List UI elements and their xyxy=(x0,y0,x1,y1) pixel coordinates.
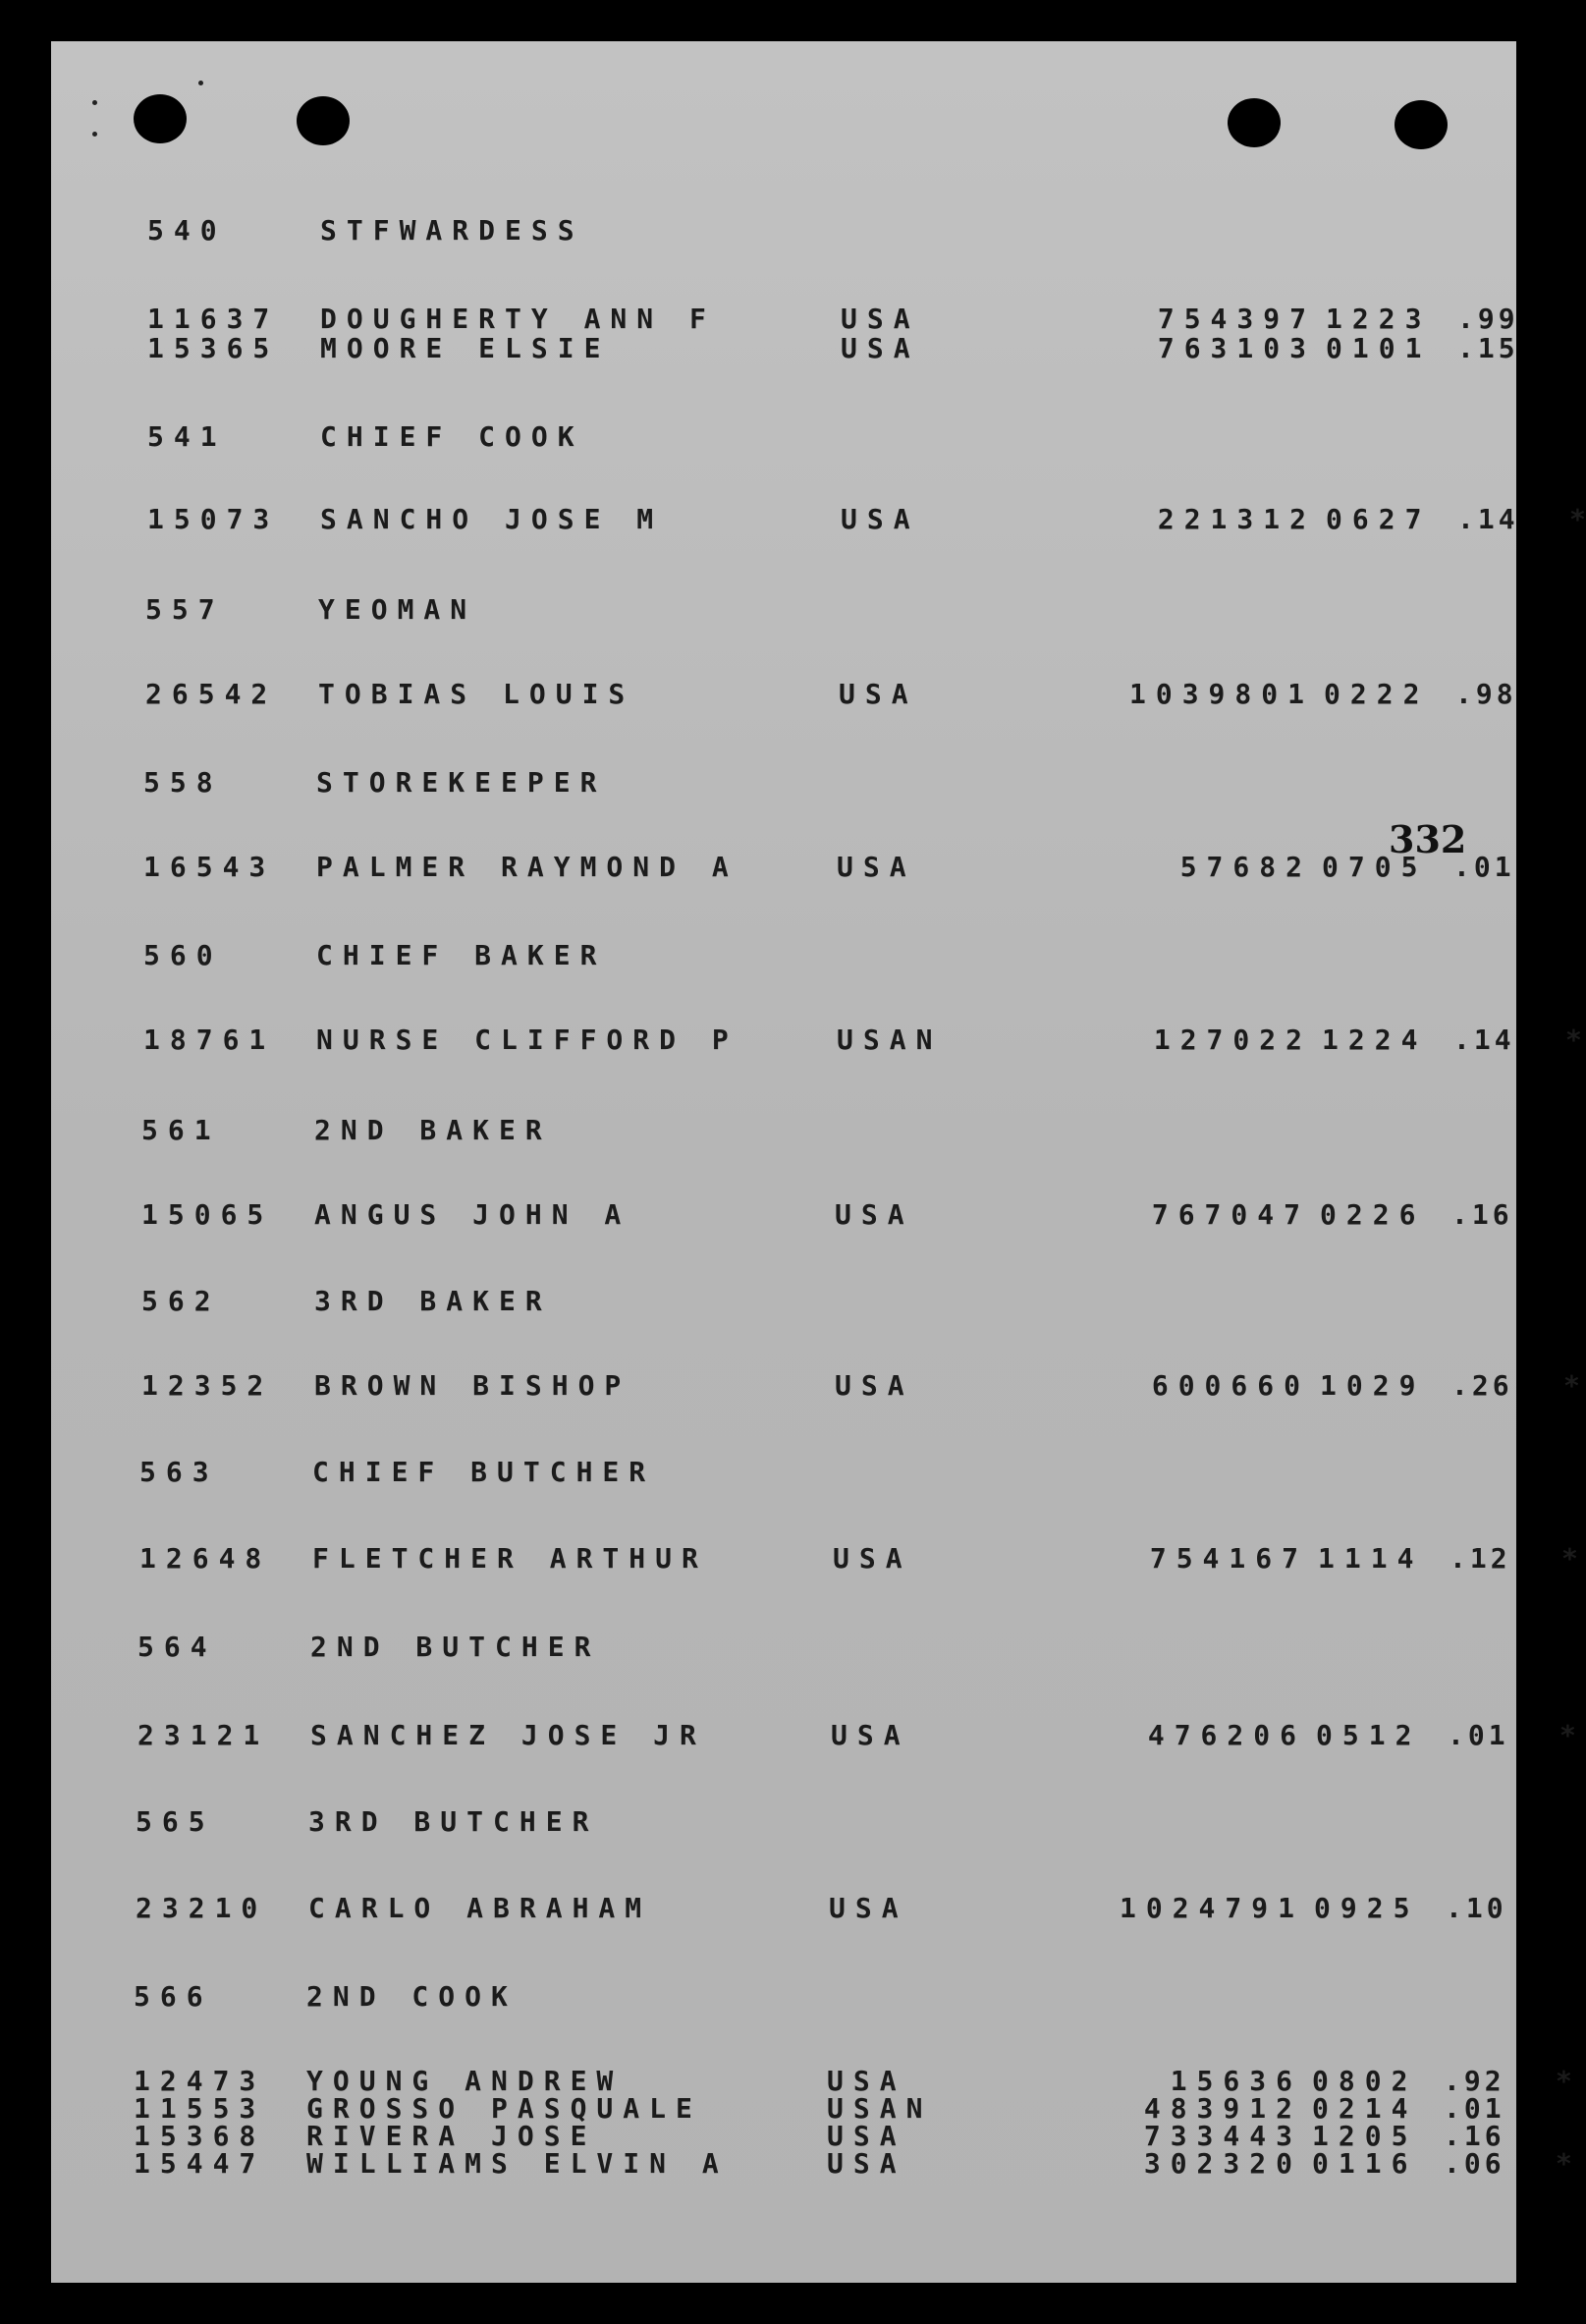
crew-id: 15447 xyxy=(134,2147,266,2180)
crew-number: 127022 xyxy=(1153,1024,1312,1056)
crew-name: ANGUS JOHN A xyxy=(314,1198,631,1231)
crew-date: 1224 xyxy=(1322,1024,1428,1056)
crew-rate: .10 xyxy=(1446,1892,1507,1924)
crew-name: PALMER RAYMOND A xyxy=(316,851,738,883)
group-header xyxy=(134,1980,1489,2014)
crew-rate: .01 xyxy=(1444,2092,1505,2125)
crew-rate: .15 xyxy=(1457,332,1519,364)
crew-row xyxy=(137,1719,1576,1752)
crew-id: 23210 xyxy=(136,1892,268,1924)
crew-name: CARLO ABRAHAM xyxy=(308,1892,652,1924)
crew-name: RIVERA JOSE xyxy=(306,2120,597,2152)
crew-rate: .26 xyxy=(1451,1369,1513,1402)
crew-date: 1114 xyxy=(1318,1542,1424,1575)
crew-number: 733443 xyxy=(1143,2120,1302,2152)
crew-row xyxy=(139,1542,1578,1576)
crew-nationality: USA xyxy=(837,851,916,883)
crew-nationality: USA xyxy=(835,1198,914,1231)
group-header xyxy=(136,1805,1491,1839)
crew-id: 12648 xyxy=(139,1542,272,1575)
group-code: 565 xyxy=(136,1805,215,1838)
crew-nationality: USA xyxy=(827,2120,906,2152)
crew-name: WILLIAMS ELVIN A xyxy=(306,2147,729,2180)
crew-name: YOUNG ANDREW xyxy=(306,2065,624,2097)
group-code: 560 xyxy=(143,939,223,971)
crew-id: 18761 xyxy=(143,1024,276,1056)
crew-row xyxy=(134,2147,1572,2181)
crew-number: 476206 xyxy=(1147,1719,1306,1751)
group-title: CHIEF BUTCHER xyxy=(312,1456,656,1488)
punch-hole-right-1 xyxy=(1228,98,1281,147)
crew-date: 0222 xyxy=(1324,678,1430,710)
crew-name: GROSSO PASQUALE xyxy=(306,2092,702,2125)
crew-name: FLETCHER ARTHUR xyxy=(312,1542,708,1575)
crew-nationality: USA xyxy=(839,678,918,710)
crew-name: TOBIAS LOUIS xyxy=(318,678,635,710)
crew-number: 754167 xyxy=(1149,1542,1308,1575)
crew-rate: .06 xyxy=(1444,2147,1505,2180)
crew-date: 0512 xyxy=(1316,1719,1422,1751)
crew-id: 15368 xyxy=(134,2120,266,2152)
crew-row xyxy=(136,1892,1507,1925)
crew-nationality: USAN xyxy=(837,1024,943,1056)
crew-number: 15636 xyxy=(1170,2065,1302,2097)
group-code: 566 xyxy=(134,1980,213,2013)
asterisk-mark: * xyxy=(1569,503,1586,535)
crew-rate: .99 xyxy=(1457,303,1519,335)
group-header xyxy=(139,1456,1495,1489)
crew-nationality: USA xyxy=(831,1719,910,1751)
crew-name: BROWN BISHOP xyxy=(314,1369,631,1402)
crew-name: SANCHO JOSE M xyxy=(320,503,664,535)
asterisk-mark: * xyxy=(1563,1369,1580,1402)
crew-rate: .98 xyxy=(1455,678,1517,710)
group-title: 2ND BAKER xyxy=(314,1114,552,1146)
crew-row xyxy=(145,678,1517,711)
group-header xyxy=(147,420,1503,454)
asterisk-mark: * xyxy=(1565,1024,1582,1056)
crew-id: 12352 xyxy=(141,1369,274,1402)
crew-row xyxy=(143,851,1515,884)
group-code: 561 xyxy=(141,1114,221,1146)
crew-row xyxy=(147,303,1519,336)
crew-number: 302320 xyxy=(1143,2147,1302,2180)
group-title: STFWARDESS xyxy=(320,214,584,247)
group-code: 540 xyxy=(147,214,227,247)
crew-id: 11637 xyxy=(147,303,280,335)
group-title: YEOMAN xyxy=(318,593,477,626)
crew-date: 0116 xyxy=(1312,2147,1418,2180)
group-title: CHIEF COOK xyxy=(320,420,584,453)
crew-date: 1029 xyxy=(1320,1369,1426,1402)
group-code: 563 xyxy=(139,1456,219,1488)
crew-date: 0802 xyxy=(1312,2065,1418,2097)
crew-nationality: USAN xyxy=(827,2092,933,2125)
punch-hole-left-2 xyxy=(297,96,350,145)
crew-nationality: USA xyxy=(835,1369,914,1402)
crew-number: 600660 xyxy=(1151,1369,1310,1402)
crew-row xyxy=(147,503,1586,536)
group-code: 541 xyxy=(147,420,227,453)
crew-id: 15073 xyxy=(147,503,280,535)
crew-row xyxy=(147,332,1519,365)
crew-nationality: USA xyxy=(841,503,920,535)
crew-date: 0925 xyxy=(1314,1892,1420,1924)
crew-row xyxy=(141,1198,1513,1232)
crew-nationality: USA xyxy=(829,1892,908,1924)
crew-nationality: USA xyxy=(841,332,920,364)
group-title: 3RD BAKER xyxy=(314,1285,552,1317)
crew-number: 1039801 xyxy=(1128,678,1314,710)
group-code: 557 xyxy=(145,593,225,626)
speck xyxy=(198,81,203,85)
crew-number: 1024791 xyxy=(1119,1892,1304,1924)
crew-rate: .01 xyxy=(1448,1719,1509,1751)
group-code: 562 xyxy=(141,1285,221,1317)
crew-date: 0627 xyxy=(1326,503,1432,535)
group-code: 564 xyxy=(137,1631,217,1663)
crew-rate: .01 xyxy=(1453,851,1515,883)
crew-number: 763103 xyxy=(1157,332,1316,364)
crew-nationality: USA xyxy=(841,303,920,335)
crew-row xyxy=(141,1369,1580,1403)
asterisk-mark: * xyxy=(1556,2147,1572,2180)
crew-number: 221312 xyxy=(1157,503,1316,535)
crew-name: MOORE ELSIE xyxy=(320,332,611,364)
crew-date: 0214 xyxy=(1312,2092,1418,2125)
crew-number: 57682 xyxy=(1179,851,1312,883)
crew-id: 15065 xyxy=(141,1198,274,1231)
crew-nationality: USA xyxy=(833,1542,912,1575)
crew-rate: .16 xyxy=(1451,1198,1513,1231)
crew-date: 1205 xyxy=(1312,2120,1418,2152)
crew-name: DOUGHERTY ANN F xyxy=(320,303,716,335)
punch-hole-left-1 xyxy=(134,94,187,143)
crew-number: 767047 xyxy=(1151,1198,1310,1231)
group-header xyxy=(137,1631,1493,1664)
crew-date: 1223 xyxy=(1326,303,1432,335)
group-title: 3RD BUTCHER xyxy=(308,1805,599,1838)
group-title: CHIEF BAKER xyxy=(316,939,607,971)
crew-nationality: USA xyxy=(827,2065,906,2097)
asterisk-mark: * xyxy=(1559,1719,1576,1751)
crew-name: NURSE CLIFFORD P xyxy=(316,1024,738,1056)
group-title: STOREKEEPER xyxy=(316,766,607,799)
crew-id: 16543 xyxy=(143,851,276,883)
group-header xyxy=(141,1285,1497,1318)
crew-number: 483912 xyxy=(1143,2092,1302,2125)
crew-row xyxy=(143,1024,1582,1057)
crew-name: SANCHEZ JOSE JR xyxy=(310,1719,706,1751)
crew-rate: .12 xyxy=(1449,1542,1511,1575)
group-title: 2ND BUTCHER xyxy=(310,1631,601,1663)
crew-id: 26542 xyxy=(145,678,278,710)
group-header xyxy=(143,766,1499,800)
speck xyxy=(92,132,97,137)
crew-rate: .14 xyxy=(1457,503,1519,535)
group-header xyxy=(143,939,1499,972)
asterisk-mark: * xyxy=(1556,2065,1572,2097)
crew-id: 15365 xyxy=(147,332,280,364)
document-page xyxy=(51,41,1586,2283)
crew-id: 12473 xyxy=(134,2065,266,2097)
crew-rate: .92 xyxy=(1444,2065,1505,2097)
group-header xyxy=(145,593,1501,627)
crew-number: 754397 xyxy=(1157,303,1316,335)
crew-nationality: USA xyxy=(827,2147,906,2180)
crew-rate: .14 xyxy=(1453,1024,1515,1056)
group-header xyxy=(141,1114,1497,1147)
speck xyxy=(92,100,97,105)
crew-date: 0101 xyxy=(1326,332,1432,364)
crew-date: 0705 xyxy=(1322,851,1428,883)
crew-id: 11553 xyxy=(134,2092,266,2125)
page-number: 332 xyxy=(1389,817,1467,861)
crew-rate: .16 xyxy=(1444,2120,1505,2152)
crew-date: 0226 xyxy=(1320,1198,1426,1231)
group-title: 2ND COOK xyxy=(306,1980,518,2013)
group-code: 558 xyxy=(143,766,223,799)
asterisk-mark: * xyxy=(1561,1542,1578,1575)
punch-hole-right-2 xyxy=(1395,100,1448,149)
crew-id: 23121 xyxy=(137,1719,270,1751)
group-header xyxy=(147,214,1503,248)
